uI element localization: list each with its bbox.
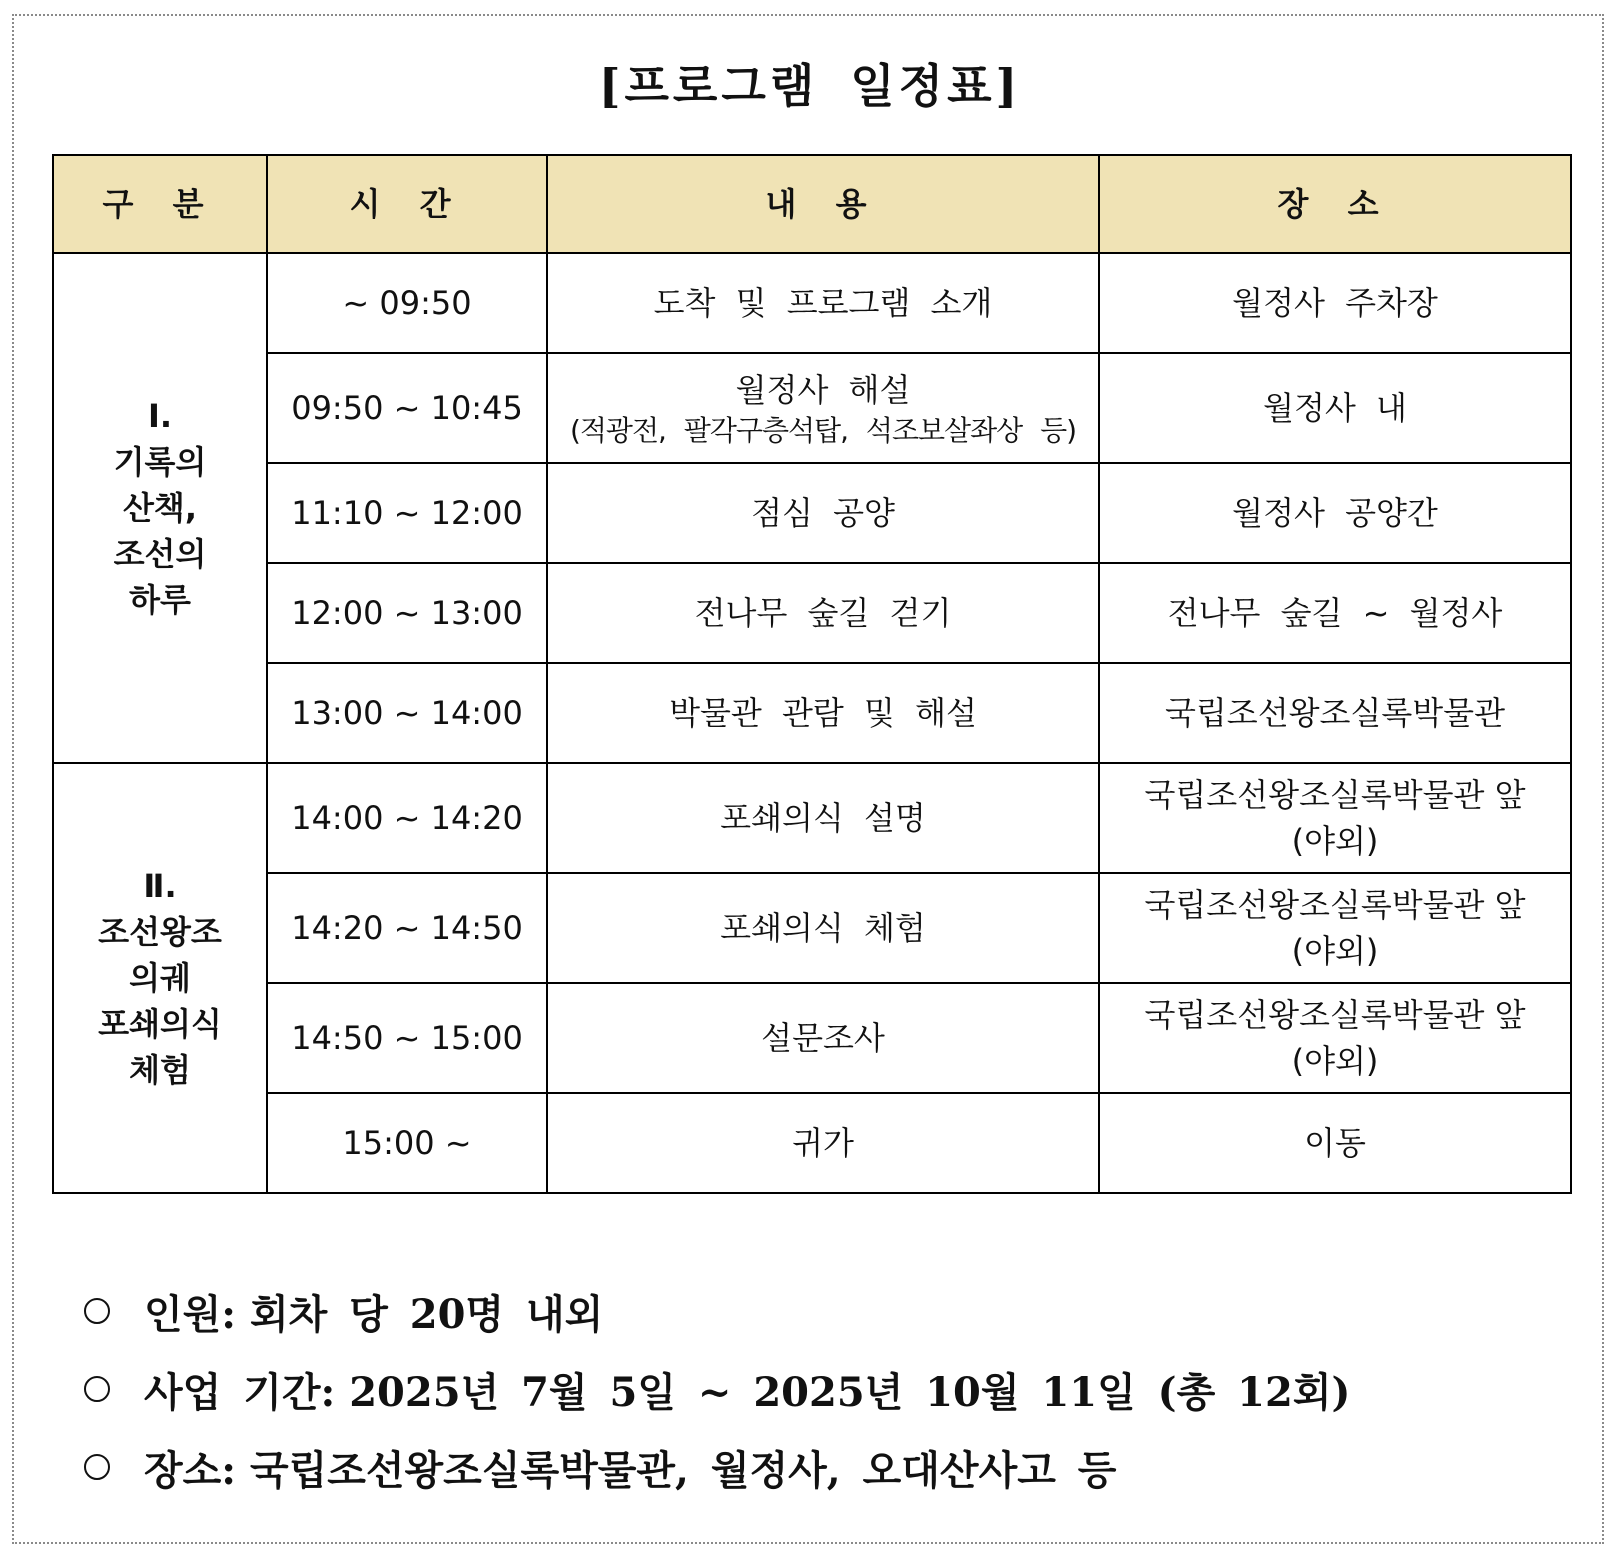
content-cell: 포쇄의식 설명: [547, 763, 1099, 873]
place-cell: [1099, 983, 1571, 1093]
time-cell: 14:50 ~ 15:00: [267, 983, 547, 1093]
table-row: [53, 983, 1571, 1093]
place-cell: 이동: [1099, 1093, 1571, 1193]
content-cell: 포쇄의식 체험: [547, 873, 1099, 983]
content-cell: 점심 공양: [547, 463, 1099, 563]
note-period: [78, 1350, 1578, 1428]
place-sub: (야외): [1291, 822, 1379, 860]
table-row: [53, 1093, 1571, 1193]
time-cell: 14:00 ~ 14:20: [267, 763, 547, 873]
header-content: 내 용: [547, 155, 1099, 253]
note-label: 장소:: [144, 1446, 237, 1494]
content-cell: 설문조사: [547, 983, 1099, 1093]
place-sub: (야외): [1291, 1042, 1379, 1080]
table-row: [53, 253, 1571, 353]
time-cell: ~ 09:50: [267, 253, 547, 353]
note-value: 2025년 7월 5일 ~ 2025년 10월 11일 (총 12회): [349, 1368, 1351, 1416]
content-cell: 박물관 관람 및 해설: [547, 663, 1099, 763]
content-cell: 전나무 숲길 걷기: [547, 563, 1099, 663]
table-row: [53, 763, 1571, 873]
info-notes: [78, 1272, 1578, 1506]
section-label: Ⅰ. 기록의 산책, 조선의 하루: [53, 253, 267, 763]
note-value: 국립조선왕조실록박물관, 월정사, 오대산사고 등: [249, 1446, 1117, 1494]
time-cell: 15:00 ~: [267, 1093, 547, 1193]
place-cell: [1099, 873, 1571, 983]
place-main: 국립조선왕조실록박물관 앞: [1144, 886, 1526, 924]
place-cell: [1099, 763, 1571, 873]
header-time: 시 간: [267, 155, 547, 253]
header-category: 구 분: [53, 155, 267, 253]
time-cell: 09:50 ~ 10:45: [267, 353, 547, 463]
page-title: [프로그램 일정표]: [598, 59, 1022, 113]
time-cell: 14:20 ~ 14:50: [267, 873, 547, 983]
place-cell: 월정사 공양간: [1099, 463, 1571, 563]
header-place: 장 소: [1099, 155, 1571, 253]
section-label: Ⅱ. 조선왕조 의궤 포쇄의식 체험: [53, 763, 267, 1193]
table-row: [53, 873, 1571, 983]
time-cell: 12:00 ~ 13:00: [267, 563, 547, 663]
content-cell: 귀가: [547, 1093, 1099, 1193]
note-value: 회차 당 20명 내외: [249, 1290, 604, 1338]
note-label: 인원:: [144, 1290, 237, 1338]
note-location: [78, 1428, 1578, 1506]
table-row: [53, 663, 1571, 763]
note-label: 사업 기간:: [144, 1368, 336, 1416]
table-row: [53, 353, 1571, 463]
table-row: [53, 563, 1571, 663]
place-sub: (야외): [1291, 932, 1379, 970]
content-sub: (적광전, 팔각구층석탑, 석조보살좌상 등): [569, 414, 1077, 447]
content-cell: [547, 353, 1099, 463]
place-cell: 월정사 주차장: [1099, 253, 1571, 353]
table-row: [53, 463, 1571, 563]
place-main: 국립조선왕조실록박물관 앞: [1144, 996, 1526, 1034]
schedule-table: [52, 154, 1572, 1194]
place-cell: 전나무 숲길 ~ 월정사: [1099, 563, 1571, 663]
time-cell: 13:00 ~ 14:00: [267, 663, 547, 763]
place-cell: 월정사 내: [1099, 353, 1571, 463]
place-main: 국립조선왕조실록박물관 앞: [1144, 776, 1526, 814]
content-cell: 도착 및 프로그램 소개: [547, 253, 1099, 353]
circle-bullet-icon: [84, 1376, 110, 1402]
time-cell: 11:10 ~ 12:00: [267, 463, 547, 563]
header-row: [53, 155, 1571, 253]
place-cell: 국립조선왕조실록박물관: [1099, 663, 1571, 763]
note-participants: [78, 1272, 1578, 1350]
content-main: 월정사 해설: [735, 371, 911, 409]
circle-bullet-icon: [84, 1298, 110, 1324]
circle-bullet-icon: [84, 1454, 110, 1480]
